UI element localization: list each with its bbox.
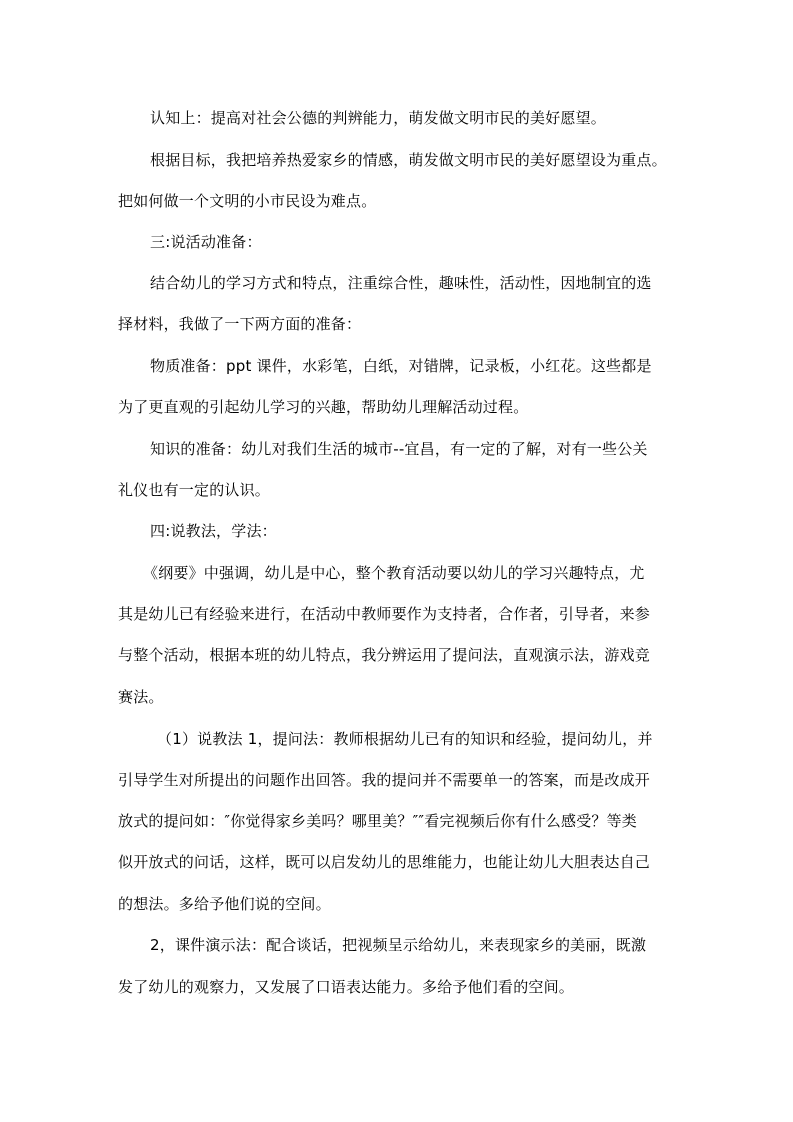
section-heading: 四:说教法，学法： bbox=[150, 522, 277, 540]
paragraph-line: 物质准备：ppt 课件，水彩笔，白纸，对错牌，记录板，小红花。这些都是 bbox=[150, 357, 652, 375]
paragraph-line: 知识的准备：幼儿对我们生活的城市--宜昌，有一定的了解，对有一些公关 bbox=[150, 440, 648, 458]
paragraph-line: 引导学生对所提出的问题作出回答。我的提问并不需要单一的答案，而是改成开 bbox=[118, 771, 651, 789]
paragraph-line: 礼仪也有一定的认识。 bbox=[118, 481, 271, 499]
paragraph-line: 放式的提问如：″你觉得家乡美吗？哪里美？″″看完视频后你有什么感受？等类 bbox=[118, 812, 638, 830]
paragraph-line: 赛法。 bbox=[118, 688, 164, 706]
paragraph-line: 的想法。多给予他们说的空间。 bbox=[118, 895, 331, 913]
paragraph-line: 其是幼儿已有经验来进行，在活动中教师要作为支持者，合作者，引导者，来参 bbox=[118, 605, 651, 623]
paragraph-line: 为了更直观的引起幼儿学习的兴趣，帮助幼儿理解活动过程。 bbox=[118, 398, 529, 416]
section-heading: 三:说活动准备： bbox=[150, 233, 262, 251]
paragraph-line: 根据目标，我把培养热爱家乡的情感，萌发做文明市民的美好愿望设为重点。 bbox=[150, 151, 667, 169]
paragraph-line: 把如何做一个文明的小市民设为难点。 bbox=[118, 192, 377, 210]
paragraph-line: 似开放式的问话，这样，既可以启发幼儿的思维能力，也能让幼儿大胆表达自己 bbox=[118, 853, 651, 871]
paragraph-line: 2，课件演示法：配合谈话，把视频呈示给幼儿，来表现家乡的美丽，既激 bbox=[150, 936, 647, 954]
paragraph-line: 择材料，我做了一下两方面的准备： bbox=[118, 315, 362, 333]
paragraph-line: 发了幼儿的观察力，又发展了口语表达能力。多给予他们看的空间。 bbox=[118, 978, 575, 996]
paragraph-line: （1）说教法 1，提问法：教师根据幼儿已有的知识和经验，提问幼儿，并 bbox=[157, 730, 653, 748]
paragraph-line: 《纲要》中强调，幼儿是中心，整个教育活动要以幼儿的学习兴趣特点，尤 bbox=[143, 564, 645, 582]
paragraph-line: 认知上：提高对社会公德的判辨能力，萌发做文明市民的美好愿望。 bbox=[150, 109, 607, 127]
paragraph-line: 与整个活动，根据本班的幼儿特点，我分辨运用了提问法，直观演示法，游戏竞 bbox=[118, 646, 651, 664]
paragraph-line: 结合幼儿的学习方式和特点，注重综合性，趣味性，活动性，因地制宜的选 bbox=[150, 274, 652, 292]
